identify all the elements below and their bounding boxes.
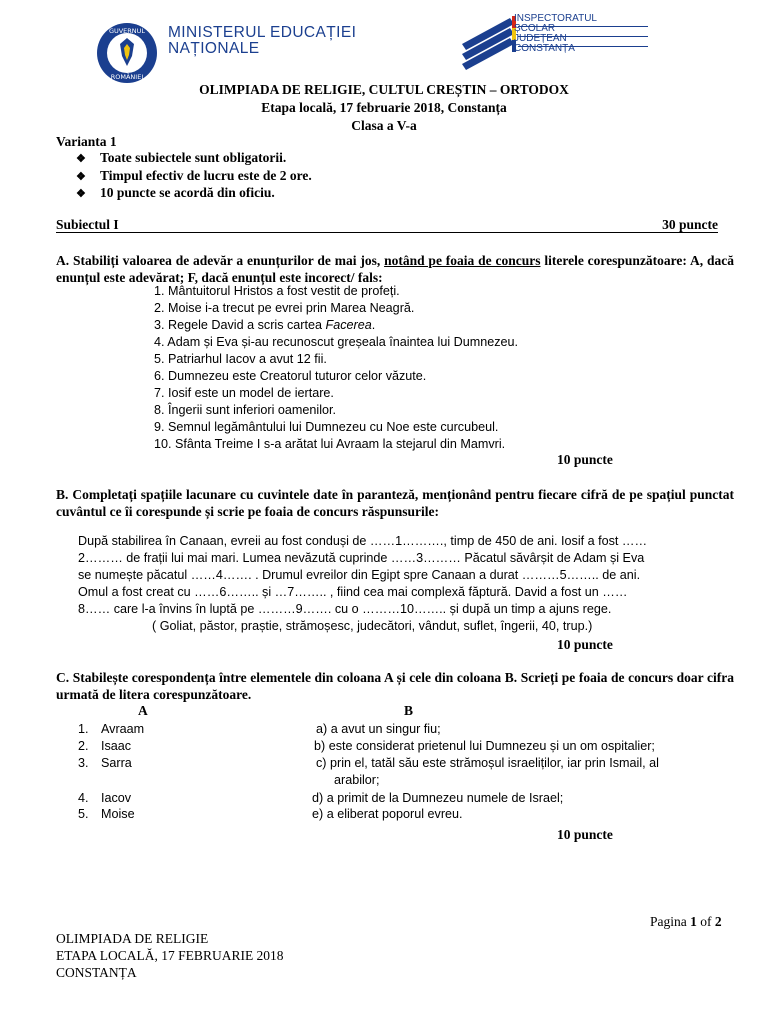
list-item: 9. Semnul legământului lui Dumnezeu cu Noe este curcubeul. bbox=[154, 420, 499, 434]
ministry-name bbox=[168, 25, 356, 57]
paragraph-line: 8…… care l-a învins în luptă pe ………9……. cu o ………10…….. și după un timp a ajuns rege. bbox=[78, 602, 612, 616]
list-item: 4. Adam și Eva și-au recunoscut greșeala înaintea lui Dumnezeu. bbox=[154, 335, 519, 349]
subject-points: 30 puncte bbox=[662, 217, 718, 232]
instructions-list bbox=[76, 150, 312, 203]
list-item: 10. Sfânta Treime I s-a arătat lui Avraam la stejarul din Mamvri. bbox=[154, 437, 506, 451]
footer-line2: ETAPA LOCALĂ, 17 FEBRUARIE 2018 bbox=[56, 948, 284, 963]
isj-line3: JUDEȚEAN bbox=[514, 33, 567, 44]
variant-label: Varianta 1 bbox=[56, 134, 117, 149]
seal-ring-bottom-text: ROMÂNIEI bbox=[110, 73, 144, 81]
paragraph-line: 2……… de frații lui mai mari. Lumea nevăzută cuprinde ……3……… Păcatul săvârșit de Adam și Eva bbox=[78, 551, 645, 565]
list-item: 7. Iosif este un model de iertare. bbox=[154, 386, 334, 400]
isj-line1: INSPECTORATUL bbox=[514, 13, 597, 24]
paragraph-line: Omul a fost creat cu ……6…….. și …7…….. , fiind cea mai complexă făptură. David a fost un …… bbox=[78, 585, 628, 599]
title-line1: OLIMPIADA DE RELIGIE, CULTUL CREȘTIN – ORTODOX bbox=[199, 82, 569, 97]
list-item: 8. Îngerii sunt inferiori oamenilor. bbox=[154, 403, 337, 417]
section-a-points: 10 puncte bbox=[557, 452, 613, 467]
list-item: 3. Regele David a scris cartea Facerea. bbox=[154, 318, 376, 332]
underlined-instruction: notând pe foaia de concurs bbox=[384, 253, 541, 268]
italic-book-title: Facerea bbox=[325, 318, 372, 332]
title-line2: Etapa locală, 17 februarie 2018, Constanța bbox=[261, 100, 507, 115]
list-item: 6. Dumnezeu este Creatorul tuturor celor văzute. bbox=[154, 369, 427, 383]
paragraph-line: După stabilirea în Canaan, evreii au fost conduși de ……1………., timp de 450 de ani. Iosif a fost …… bbox=[78, 534, 648, 548]
diamond-bullet-icon: ❖ bbox=[76, 170, 86, 183]
subject-heading bbox=[56, 217, 718, 233]
footer-line3: CONSTANȚA bbox=[56, 965, 137, 980]
page-number: Pagina 1 of 2 bbox=[650, 914, 722, 929]
list-item: 1. Mântuitorul Hristos a fost vestit de profeți. bbox=[154, 284, 400, 298]
list-item: 2. Moise i-a trecut pe evrei prin Marea Neagră. bbox=[154, 301, 415, 315]
diamond-bullet-icon: ❖ bbox=[76, 188, 86, 200]
section-b-heading: B. Completați spațiile lacunare cu cuvintele date în paranteză, menționând pentru fiecare cifră de pe spațiul punctat cuvântul ce îi corespunde și scrie pe foaia de concurs răspunsurile: bbox=[56, 487, 734, 519]
section-a-heading: A. Stabiliți valoarea de adevăr a enunțurilor de mai jos, notând pe foaia de concurs literele corespunzătoare: A, dacă enunțul este adevărat; F, dacă enunțul este incorect/ fals: bbox=[56, 253, 735, 285]
instruction-item: ❖ 10 puncte se acordă din oficiu. bbox=[76, 185, 312, 203]
government-seal-logo bbox=[96, 22, 158, 84]
section-b-points: 10 puncte bbox=[557, 637, 613, 652]
paragraph-line: se numește păcatul ……4……. . Drumul evreilor din Egipt spre Canaan a durat ………5…….. de ani. bbox=[78, 568, 641, 582]
section-a-statements bbox=[154, 283, 518, 453]
ministry-line1: MINISTERUL EDUCAȚIEI bbox=[168, 24, 357, 41]
word-bank: ( Goliat, păstor, praștie, strămoșesc, judecători, vândut, suflet, îngerii, 40, trup.) bbox=[152, 619, 593, 633]
subject-label: Subiectul I bbox=[56, 217, 119, 232]
diamond-bullet-icon: ❖ bbox=[76, 153, 86, 165]
instruction-item: ❖ Toate subiectele sunt obligatorii. bbox=[76, 150, 312, 168]
section-b-paragraph bbox=[78, 533, 734, 635]
column-b-header: B bbox=[404, 703, 414, 718]
page-footer bbox=[56, 930, 284, 981]
isj-line2: ȘCOLAR bbox=[514, 23, 556, 34]
section-c-points: 10 puncte bbox=[557, 827, 613, 842]
column-a-header: A bbox=[138, 703, 148, 718]
seal-ring-top-text: GUVERNUL bbox=[108, 27, 146, 35]
section-c-heading: C. Stabilește corespondența între elementele din coloana A și cele din coloana B. Scrieți pe foaia de concurs doar cifra urmată de litera corespunzătoare. bbox=[56, 670, 734, 702]
instruction-item: ❖ Timpul efectiv de lucru este de 2 ore. bbox=[76, 168, 312, 186]
footer-line1: OLIMPIADA DE RELIGIE bbox=[56, 931, 209, 946]
isj-line4: CONSTANȚA bbox=[514, 43, 575, 54]
ministry-line2: NAȚIONALE bbox=[168, 40, 260, 57]
title-line3: Clasa a V-a bbox=[351, 118, 417, 133]
list-item: 5. Patriarhul Iacov a avut 12 fii. bbox=[154, 352, 327, 366]
document-title bbox=[0, 81, 768, 135]
isj-name bbox=[514, 14, 597, 54]
